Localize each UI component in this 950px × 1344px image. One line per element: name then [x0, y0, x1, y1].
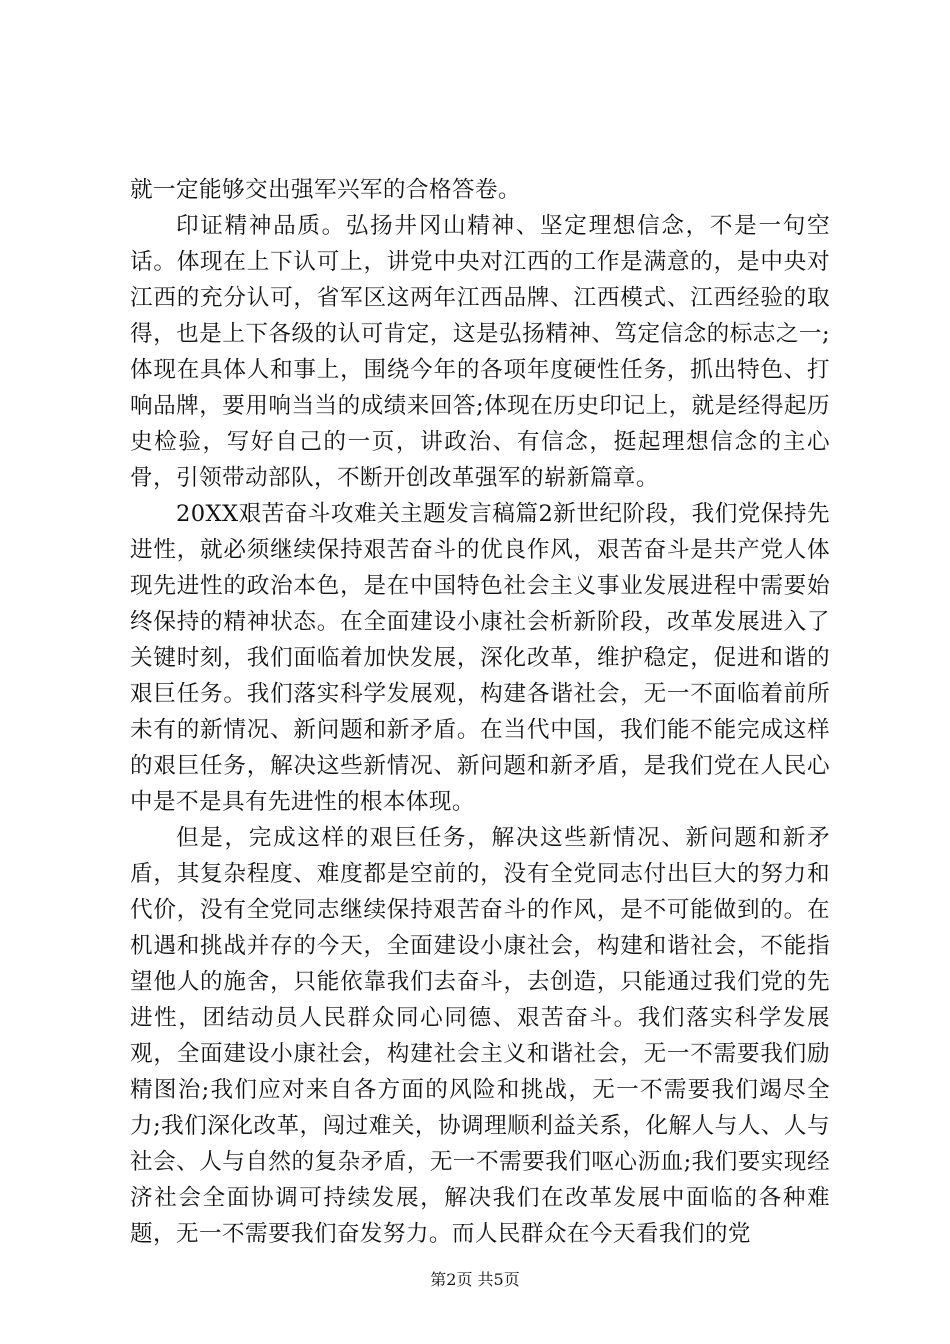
paragraph-spirit-quality: 印证精神品质。弘扬井冈山精神、坚定理想信念，不是一句空话。体现在上下认可上，讲党中央对江西的工作是满意的，是中央对江西的充分认可，省军区这两年江西品牌、江西模式、江西经验的取得，也是上下各级的认可肯定，这是弘扬精神、笃定信念的标志之一;体现在具体人和事上，围绕今年的各项年度硬性任务，抓出特色、打响品牌，要用响当当的成绩来回答;体现在历史印记上，就是经得起历史检验，写好自己的一页，讲政治、有信念，挺起理想信念的主心骨，引领带动部队，不断开创改革强军的崭新篇章。	[130, 213, 830, 491]
paragraph-continuation: 就一定能够交出强军兴军的合格答卷。	[130, 177, 521, 203]
paragraph-speech-part-2: 20XX艰苦奋斗攻难关主题发言稿篇2新世纪阶段，我们党保持先进性，就必须继续保持艰苦奋斗的优良作风，艰苦奋斗是共产党人体现先进性的政治本色，是在中国特色社会主义事业发展进程中需要始终保持的精神状态。在全面建设小康社会析新阶段，改革发展进入了关键时刻，我们面临着加快发展，深化改革，维护稳定，促进和谐的艰巨任务。我们落实科学发展观，构建各谐社会，无一不面临着前所未有的新情况、新问题和新矛盾。在当代中国，我们能不能完成这样的艰巨任务，解决这些新情况、新问题和新矛盾，是我们党在人民心中是不是具有先进性的根本体现。	[130, 501, 830, 815]
paragraph-arduous-tasks: 但是，完成这样的艰巨任务，解决这些新情况、新问题和新矛盾，其复杂程度、难度都是空前的，没有全党同志付出巨大的努力和代价，没有全党同志继续保持艰苦奋斗的作风，是不可能做到的。在机遇和挑战并存的今天，全面建设小康社会，构建和谐社会，不能指望他人的施舍，只能依靠我们去奋斗，去创造，只能通过我们党的先进性，团结动员人民群众同心同德、艰苦奋斗。我们落实科学发展观，全面建设小康社会，构建社会主义和谐社会，无一不需要我们励精图治;我们应对来自各方面的风险和挑战，无一不需要我们竭尽全力;我们深化改革，闯过难关，协调理顺利益关系，化解人与人、人与社会、人与自然的复杂矛盾，无一不需要我们呕心沥血;我们要实现经济社会全面协调可持续发展，解决我们在改革发展中面临的各种难题，无一不需要我们奋发努力。而人民群众在今天看我们的党	[130, 825, 830, 1247]
document-body	[130, 172, 830, 1252]
page-number-footer: 第2页 共5页	[430, 1270, 520, 1289]
